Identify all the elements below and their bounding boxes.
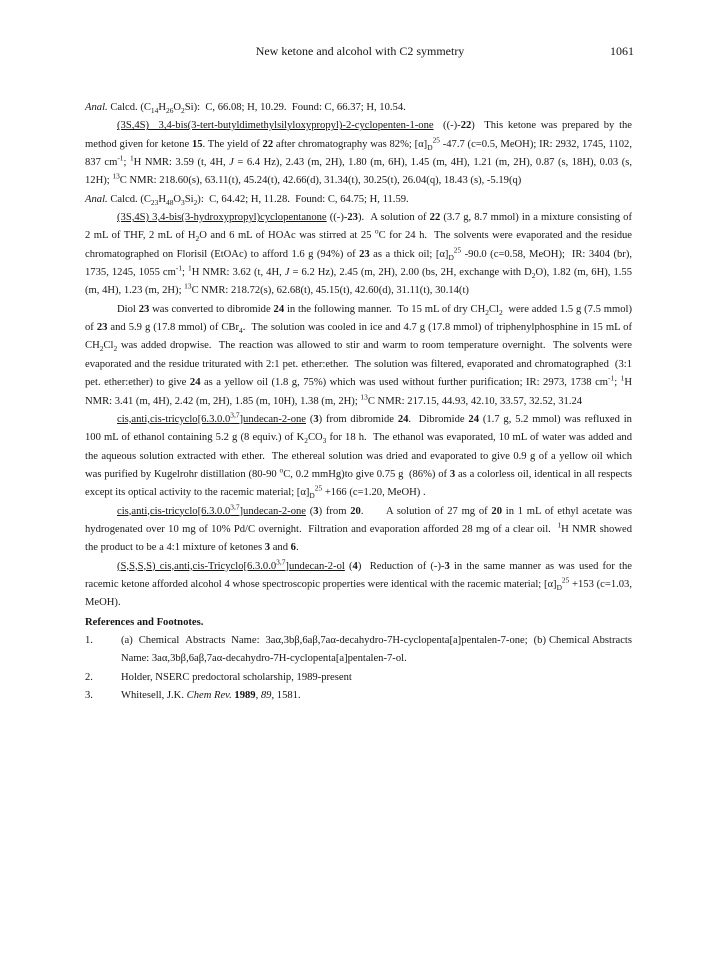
page-number: 1061 xyxy=(610,44,634,58)
references-heading: References and Footnotes. xyxy=(85,616,204,628)
body-text xyxy=(85,99,632,705)
dibromide-24-paragraph: Diol 23 was converted to dibromide 24 in the following manner. To 15 mL of dry $CH_2Cl_2$ were added 1.5 g (7.5 mmol) of 23 and 5.9 g (17.8 mmol) of CBr$_4$. The solution was cooled in ice and 4.7 g (17.8 mmol) of triphenylphosphine in 15 mL of $CH_2Cl_2$ was added dropwise. The reaction was allowed to stir and warm to room temperature overnight. The solvents were evaporated and the residue triturated with 2:1 pet. ether:ether. The solution was filtered, evaporated and chromatographed (3:1 pet. ether:ether) to give 24 as a yellow oil (1.8 g, 75%) which was used without further purification; IR: 2973, 1738 $cm^{-1}$; $^1$H NMR: 3.41 (m, 4H), 2.42 (m, 2H), 1.85 (m, 10H), 1.38 (m, 2H); $^{13}$C NMR: 217.15, 44.93, 42.10, 33.57, 32.52, 31.24 xyxy=(85,303,633,407)
reference-number: 2. xyxy=(85,671,93,683)
analysis-paragraph-2: Anal. Calcd. $(C_{23}H_{48}O_3Si_2)$: C, 64.42; H, 11.28. Found: C, 64.75; H, 11.59. xyxy=(85,193,409,207)
references-list xyxy=(85,632,632,705)
reference-text: (a) Chemical Abstracts Name: 3aα,3bβ,6aβ,7aα-decahydro-7H-cyclopenta[a]pentalen-7-one; (b) Chemical Abstracts Name: 3aα,3bβ,6aβ,7aα-decahydro-7H-cyclopenta[a]pentalen-7-ol. xyxy=(121,634,632,665)
reference-text: Whitesell, J.K. Chem Rev. 1989, 89, 1581. xyxy=(121,690,301,701)
alcohol-4-paragraph: (S,S,S,S) cis,anti,cis-Tricyclo[6.3.0.0$^{3,7}$]undecan-2-ol (4) Reduction of (-)-3 in the same manner as was used for the racemic ketone afforded alcohol 4 whose spectroscopic properties were identical with the racemic material; $[\alpha]_D^{25} +153$ (c=1.03, MeOH). xyxy=(85,557,633,609)
ketone-3-from-20-paragraph: cis,anti,cis-tricyclo[6.3.0.0$^{3,7}$]undecan-2-one (3) from 20. A solution of 27 mg of 20 in 1 mL of ethyl acetate was hydrogenated over 10 mg of 10% Pd/C overnight. Filtration and evaporation afforded 28 mg of a clear oil. $^1$H NMR showed the product to be a 4:1 mixture of ketones 3 and 6. xyxy=(85,502,632,554)
compound-22-paragraph: (3S,4S) 3,4-bis(3-tert-butyldimethylsilyloxypropyl)-2-cyclopenten-1-one ((-)-22) This ketone was prepared by the method given for ketone 15. The yield of 22 after chromatography was 82%; $[\alpha]_D^{25}$ -47.7 (c=0.5, MeOH); IR: 2932, 1745, 1102, 837 $cm^{-1}$; $^1$H NMR: 3.59 (t, 4H, J = 6.4 Hz), 2.43 (m, 2H), 1.80 (m, 6H), 1.45 (m, 4H), 1.21 (m, 2H), 0.87 (s, 18H), 0.03 (s, 12H); $^{13}$C NMR: 218.60(s), 63.11(t), 45.24(t), 42.66(d), 31.34(t), 30.25(t), 26.04(q), 18.43 (s), -5.19(q) xyxy=(85,120,633,187)
ketone-3-from-24-paragraph: cis,anti,cis-tricyclo[6.3.0.0$^{3,7}$]undecan-2-one (3) from dibromide 24. Dibromide 24 (1.7 g, 5.2 mmol) was refluxed in 100 mL of ethanol containing 5.2 g (8 equiv.) of $K_2CO_3$ for 18 h. The ethanol was evaporated, 10 mL of water was added and the aqueous solution extracted with ether. The ethereal solution was dried and evaporated to give 0.9 g of a yellow oil which was purified by Kugelrohr distillation (80-90 $^o$C, 0.2 mmHg)to give 0.75 g (86%) of 3 as a colorless oil, identical in all respects except its optical activity to the racemic material; $[\alpha]_D^{25} +166$ (c=1.20, MeOH) . xyxy=(85,410,633,501)
reference-number: 1. xyxy=(85,634,93,646)
reference-text: Holder, NSERC predoctoral scholarship, 1989-present xyxy=(121,671,352,683)
reference-item xyxy=(85,632,632,669)
reference-number: 3. xyxy=(85,690,93,701)
compound-23-paragraph: (3S,4S) 3,4-bis(3-hydroxypropyl)cyclopentanone ((-)-23). A solution of 22 (3.7 g, 8.7 mmol) in a mixture consisting of 2 mL of THF, 2 mL of $H_2O$ and 6 mL of HOAc was stirred at 25 $^o$C for 24 h. The solvents were evaporated and the residue chromatographed on Florisil (EtOAc) to afford 1.6 g (94%) of 23 as a thick oil; $[\alpha]_D^{25}$ -90.0 (c=0.58, MeOH); IR: 3404 (br), 1735, 1245, 1055 $cm^{-1}$; $^1$H NMR: 3.62 (t, 4H, J = 6.2 Hz), 2.45 (m, 2H), 2.00 (bs, 2H, exchange with $D_2O$), 1.82 (m, 6H), 1.55 (m, 4H), 1.23 (m, 2H); $^{13}$C NMR: 218.72(s), 62.68(t), 45.15(t), 42.60(d), 31.11(t), 30.14(t) xyxy=(85,212,632,297)
reference-item xyxy=(85,669,632,687)
analysis-paragraph-1: Anal. Calcd. $(C_{14}H_{26}O_2Si)$: C, 66.08; H, 10.29. Found: C, 66.37; H, 10.54. xyxy=(85,102,406,116)
reference-item xyxy=(85,687,632,705)
running-title: New ketone and alcohol with C2 symmetry xyxy=(255,44,465,58)
